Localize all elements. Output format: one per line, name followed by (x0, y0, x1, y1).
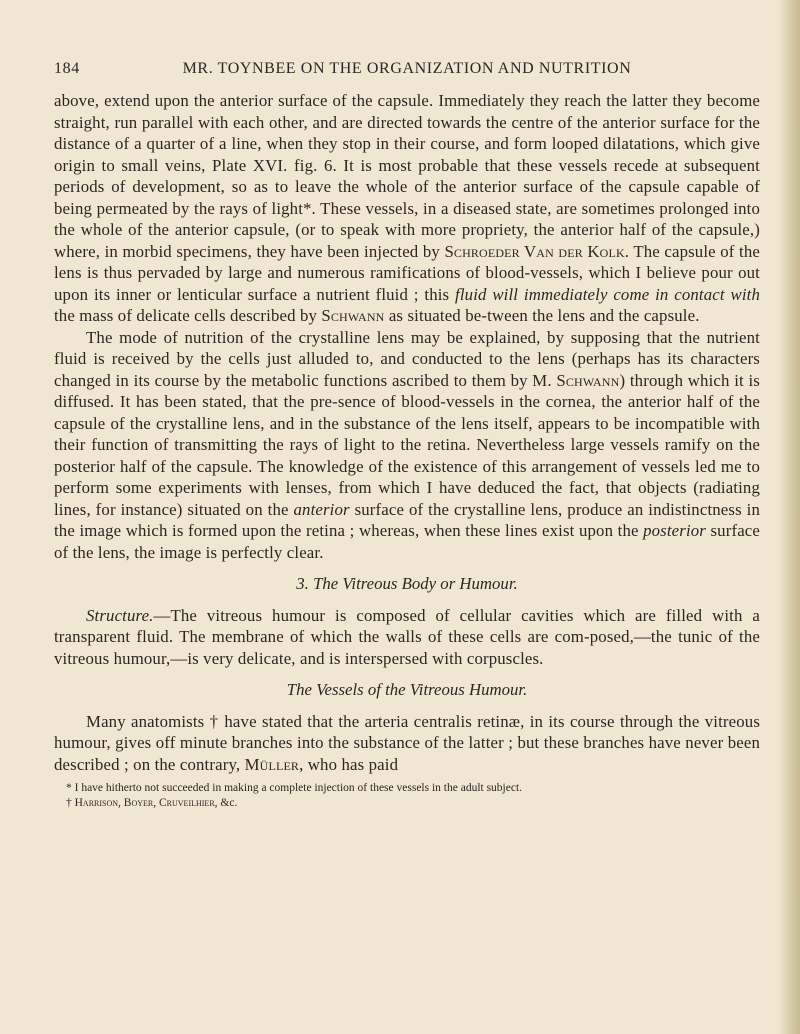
page-number: 184 (54, 60, 80, 77)
emphasis: fluid will immediately come in contact with (455, 284, 760, 304)
paragraph-lens-nutrition: The mode of nutrition of the crystalline lens may be explained, by supposing that the nutrient fluid is received by the cells just alluded to, and conducted to the lens (perhaps has its characters changed in its course by the metabolic functions ascribed to them by M. Schwann) through which it is diffused. It has been stated, that the pre-sence of blood-vessels in the cornea, the anterior half of the capsule of the crystalline lens, and in the substance of the lens itself, appears to be incompatible with their function of transmitting the rays of light to the retina. Nevertheless large vessels ramify on the posterior half of the capsule. The knowledge of the existence of this arrangement of vessels led me to perform some experiments with lenses, from which I have deduced the fact, that objects (radiating lines, for instance) situated on the anterior surface of the crystalline lens, produce an indistinctness in the image which is formed upon the retina ; whereas, when these lines exist upon the posterior surface of the lens, the image is perfectly clear. (54, 327, 760, 562)
footnote-2: † Harrison, Boyer, Cruveilhier, &c. (66, 797, 238, 809)
paragraph-vessels: Many anatomists † have stated that the arteria centralis retinæ, in its course through the vitreous humour, gives off minute branches into the substance of the latter ; but these branches have never been described ; on the contrary, Müller, who has paid (54, 711, 760, 774)
author-name: Harrison, Boyer, Cruveilhier (74, 797, 215, 809)
emphasis: posterior (643, 521, 706, 540)
author-name: Schroeder Van der Kolk (444, 241, 625, 261)
page-edge-shadow (778, 0, 800, 1034)
section-heading-vessels: The Vessels of the Vitreous Humour. (286, 680, 528, 699)
section-heading-vitreous: 3. The Vitreous Body or Humour. (296, 574, 518, 593)
paragraph-capsule-vessels: above, extend upon the anterior surface of the capsule. Immediately they reach the latter they become straight, run parallel with each other, and are directed towards the centre of the anterior surface for the distance of a quarter of a line, when they stop in their course, and form looped dilatations, which give origin to small veins, Plate XVI. fig. 6. It is most probable that these vessels recede at subsequent periods of development, so as to leave the whole of the anterior surface of the capsule capable of being permeated by the rays of light*. These vessels, in a diseased state, are sometimes prolonged into the whole of the anterior capsule, (or to speak with more propriety, the anterior half of the capsule,) where, in morbid specimens, they have been injected by Schroeder Van der Kolk. The capsule of the lens is thus pervaded by large and numerous ramifications of blood-vessels, which I believe pour out upon its inner or lenticular surface a nutrient fluid ; this fluid will immediately come in contact with the mass of delicate cells described by Schwann as situated be-tween the lens and the capsule. (54, 91, 760, 325)
page-body (54, 90, 760, 775)
book-page (54, 60, 760, 811)
emphasis: Structure. (86, 605, 154, 625)
footnote-1: * I have hitherto not succeeded in making a complete injection of these vessels in the adult subject. (66, 782, 523, 794)
author-name: Müller (244, 754, 300, 774)
running-title: MR. TOYNBEE ON THE ORGANIZATION AND NUTRITION (182, 60, 632, 77)
running-header (54, 60, 760, 84)
emphasis: anterior (293, 499, 350, 519)
author-name: Schwann (556, 370, 620, 390)
paragraph-structure: Structure.—The vitreous humour is composed of cellular cavities which are filled with a transparent fluid. The membrane of which the walls of these cells are com-posed,—the tunic of the vitreous humour,—is very delicate, and is interspersed with corpuscles. (54, 605, 760, 668)
footnotes (54, 781, 760, 811)
author-name: Schwann (321, 306, 385, 325)
